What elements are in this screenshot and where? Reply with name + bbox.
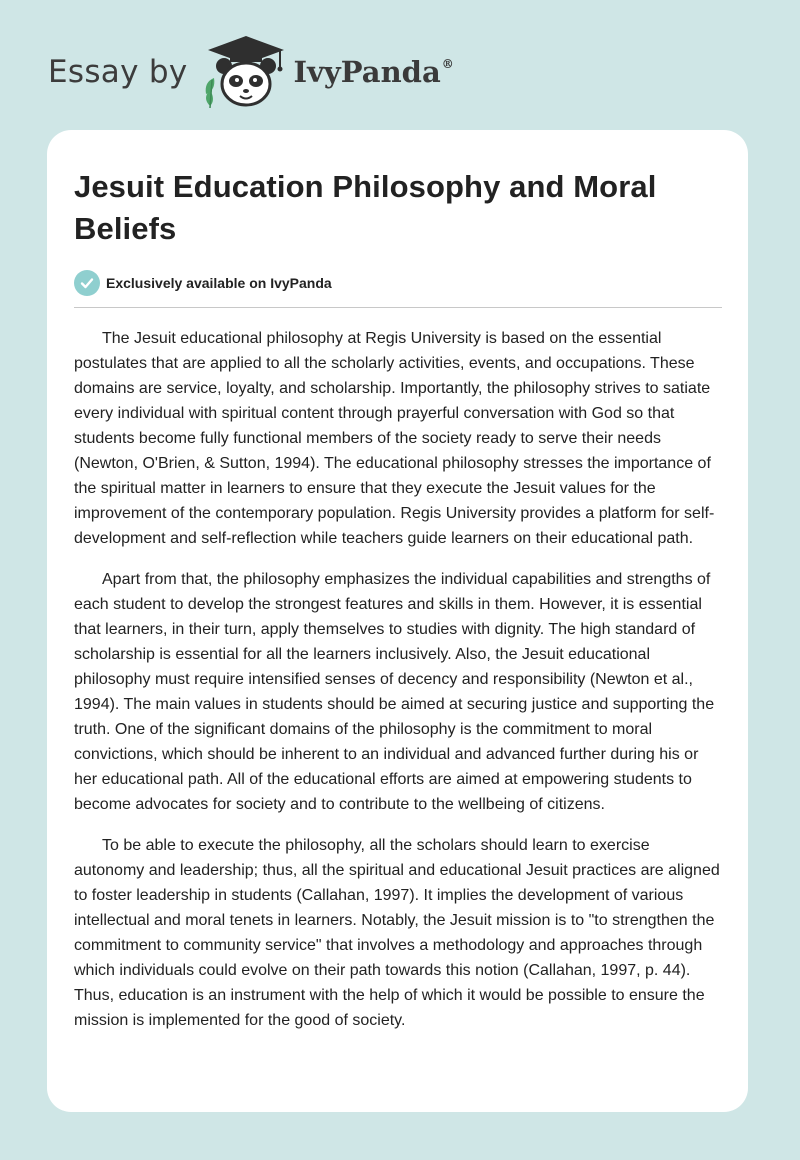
checkmark-icon	[74, 270, 100, 296]
brand-label[interactable]: IvyPanda	[293, 55, 441, 89]
trademark-symbol: ®	[441, 57, 454, 71]
article-card	[47, 130, 748, 1112]
brand-name[interactable]	[294, 55, 454, 89]
divider	[74, 307, 722, 308]
paragraph: The Jesuit educational philosophy at Regis University is based on the essential postulates that are applied to all the scholarly activities, events, and occupations. These domains are service, loyalty, and scholarship. Importantly, the philosophy strives to satiate every individual with spiritual content through prayerful conversation with God so that students become fully functional members of the society ready to serve their needs (Newton, O'Brien, & Sutton, 1994). The educational philosophy stresses the importance of the spiritual matter in learners to ensure that they execute the Jesuit values for the improvement of the contemporary population. Regis University provides a platform for self-development and self-reflection while teachers guide learners on their educational path.	[74, 330, 715, 547]
exclusive-label: Exclusively available on IvyPanda	[106, 275, 332, 291]
page-title: Jesuit Education Philosophy and Moral Beliefs	[74, 169, 657, 246]
article-body	[74, 326, 722, 1033]
panda-graduate-icon[interactable]	[200, 34, 292, 110]
paragraph: Apart from that, the philosophy emphasizes the individual capabilities and strengths of each student to develop the strongest features and skills in them. However, it is essential that learners, in their turn, apply themselves to studies with dignity. The high standard of scholarship is essential for all the learners inclusively. Also, the Jesuit educational philosophy must require intensified senses of decency and responsibility (Newton et al., 1994). The main values in students should be aimed at securing justice and supporting the truth. One of the significant domains of the philosophy is the commitment to moral convictions, which should be inherent to an individual and advanced further during his or her educational path. All of the educational efforts are aimed at empowering students to become advocates for society and to contribute to the wellbeing of citizens.	[74, 571, 715, 813]
exclusive-badge	[74, 270, 722, 296]
essay-by-label: Essay by	[48, 54, 188, 90]
paragraph: To be able to execute the philosophy, all the scholars should learn to exercise autonomy and leadership; thus, all the spiritual and educational Jesuit practices are aligned to foster leadership in students (Callahan, 1997). It implies the development of various intellectual and moral tenets in learners. Notably, the Jesuit mission is to "to strengthen the commitment to community service" that involves a methodology and approaches through which individuals could evolve on their path towards this notion (Callahan, 1997, p. 44). Thus, education is an instrument with the help of which it would be possible to ensure the mission is implemented for the good of society.	[74, 837, 720, 1029]
site-header	[48, 34, 548, 110]
